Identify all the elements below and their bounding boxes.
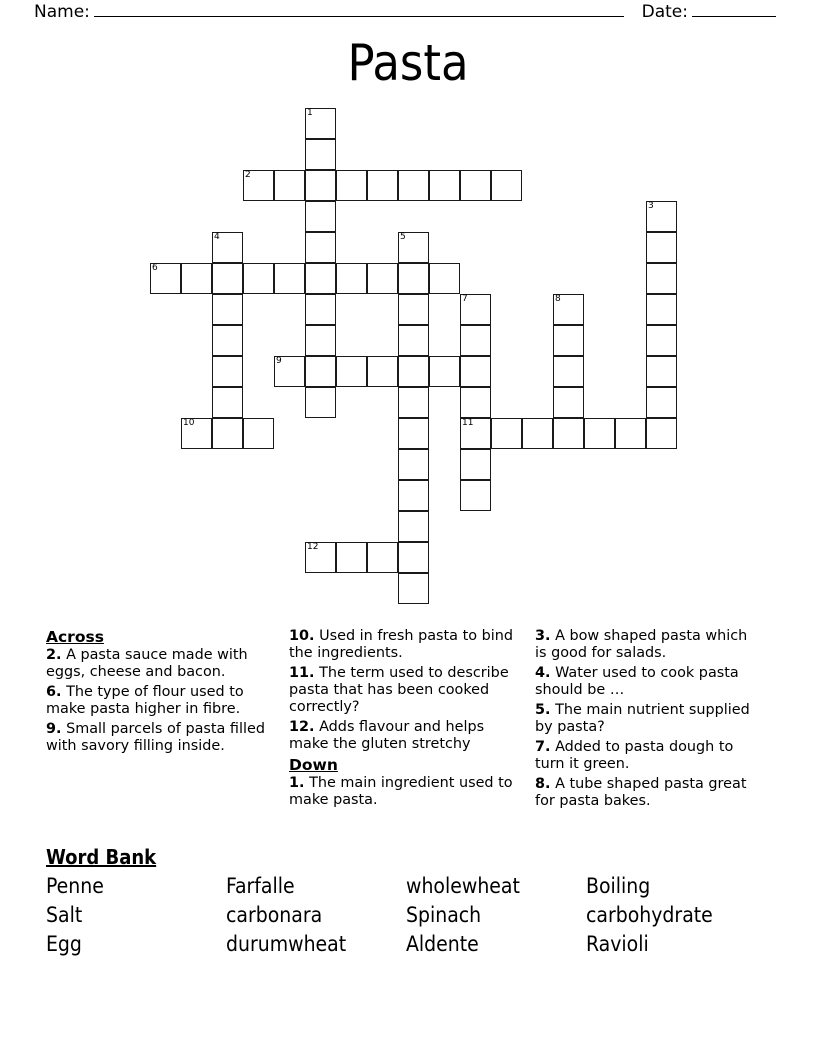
- clue-down-5: [535, 702, 762, 736]
- grid-cell[interactable]: [305, 139, 336, 170]
- word-bank-word: durumwheat: [226, 932, 347, 956]
- grid-cell-number: 10: [183, 418, 195, 428]
- grid-cell[interactable]: [367, 263, 398, 294]
- grid-cell[interactable]: [398, 263, 429, 294]
- grid-cell[interactable]: [274, 263, 305, 294]
- grid-cell[interactable]: [615, 418, 646, 449]
- grid-cell[interactable]: [460, 387, 491, 418]
- grid-cell[interactable]: [305, 232, 336, 263]
- clue-number: 3.: [535, 628, 551, 644]
- clue-across-11: [289, 665, 521, 716]
- clue-across-6: [46, 684, 275, 718]
- grid-cell[interactable]: [398, 232, 429, 263]
- grid-cell[interactable]: [646, 201, 677, 232]
- clues-column-3: [535, 628, 776, 813]
- grid-cell[interactable]: [212, 263, 243, 294]
- grid-cell[interactable]: [336, 542, 367, 573]
- grid-cell[interactable]: [553, 294, 584, 325]
- clue-text: Added to pasta dough to turn it green.: [535, 738, 734, 772]
- clue-number: 2.: [46, 647, 62, 664]
- page-title: Pasta: [347, 34, 469, 92]
- grid-cell[interactable]: [460, 418, 491, 449]
- word-bank-word: carbonara: [226, 903, 323, 927]
- grid-cell[interactable]: [646, 263, 677, 294]
- grid-cell[interactable]: [274, 356, 305, 387]
- grid-cell[interactable]: [305, 201, 336, 232]
- word-bank-word: Farfalle: [226, 874, 295, 898]
- grid-cell[interactable]: [429, 170, 460, 201]
- clue-text: The main nutrient supplied by pasta?: [535, 701, 750, 735]
- grid-cell[interactable]: [398, 542, 429, 573]
- grid-cell[interactable]: [212, 294, 243, 325]
- clue-text: Adds flavour and helps make the gluten stretchy: [289, 718, 485, 752]
- grid-cell[interactable]: [460, 449, 491, 480]
- grid-cell[interactable]: [305, 325, 336, 356]
- clue-down-8: [535, 776, 762, 810]
- grid-cell[interactable]: [212, 325, 243, 356]
- clue-text: Used in fresh pasta to bind the ingredients.: [289, 628, 513, 661]
- clues-column-2: [289, 628, 535, 813]
- grid-cell[interactable]: [398, 449, 429, 480]
- clue-number: 8.: [535, 775, 551, 792]
- grid-cell[interactable]: [398, 387, 429, 418]
- grid-cell[interactable]: [336, 356, 367, 387]
- word-bank-heading: Word Bank: [46, 845, 157, 869]
- grid-cell[interactable]: [305, 542, 336, 573]
- grid-cell[interactable]: [553, 356, 584, 387]
- clue-down-4: [535, 665, 762, 699]
- grid-cell[interactable]: [398, 356, 429, 387]
- grid-cell[interactable]: [646, 356, 677, 387]
- clue-text: Water used to cook pasta should be …: [535, 664, 739, 698]
- clue-across-10: [289, 628, 521, 662]
- clue-number: 10.: [289, 628, 315, 644]
- grid-cell[interactable]: [553, 325, 584, 356]
- word-bank-word: Aldente: [406, 932, 479, 956]
- word-bank-word: Penne: [46, 874, 104, 898]
- clue-text: A tube shaped pasta great for pasta bakes.: [535, 775, 747, 809]
- grid-cell-number: 6: [152, 263, 158, 273]
- word-bank-word: Ravioli: [586, 932, 649, 956]
- clue-number: 4.: [535, 664, 551, 681]
- grid-cell-number: 7: [462, 294, 468, 304]
- grid-cell-number: 3: [648, 201, 654, 211]
- clue-across-9: [46, 721, 275, 755]
- grid-cell[interactable]: [429, 356, 460, 387]
- grid-cell[interactable]: [305, 387, 336, 418]
- clue-text: The main ingredient used to make pasta.: [289, 775, 513, 809]
- grid-cell[interactable]: [243, 263, 274, 294]
- grid-cell[interactable]: [305, 263, 336, 294]
- grid-cell[interactable]: [460, 294, 491, 325]
- grid-cell[interactable]: [212, 387, 243, 418]
- word-bank-word: wholewheat: [406, 874, 520, 898]
- grid-cell[interactable]: [212, 356, 243, 387]
- grid-cell[interactable]: [367, 356, 398, 387]
- grid-cell[interactable]: [181, 263, 212, 294]
- clue-down-3: [535, 628, 762, 662]
- word-bank-row: [46, 872, 776, 901]
- grid-cell[interactable]: [646, 294, 677, 325]
- grid-cell[interactable]: [491, 418, 522, 449]
- grid-cell[interactable]: [584, 418, 615, 449]
- clue-text: A pasta sauce made with eggs, cheese and bacon.: [46, 647, 248, 681]
- grid-cell[interactable]: [398, 418, 429, 449]
- word-bank-row: [46, 901, 776, 930]
- clue-number: 7.: [535, 738, 551, 755]
- grid-cell[interactable]: [367, 542, 398, 573]
- word-bank-word: Salt: [46, 903, 83, 927]
- grid-cell[interactable]: [491, 170, 522, 201]
- grid-cell[interactable]: [398, 573, 429, 604]
- grid-cell-number: 5: [400, 232, 406, 242]
- grid-cell[interactable]: [336, 263, 367, 294]
- grid-cell[interactable]: [212, 418, 243, 449]
- grid-cell[interactable]: [646, 387, 677, 418]
- clue-across-2: [46, 647, 275, 681]
- grid-cell[interactable]: [460, 356, 491, 387]
- down-heading: Down: [289, 755, 338, 774]
- grid-cell[interactable]: [398, 294, 429, 325]
- grid-cell[interactable]: [398, 480, 429, 511]
- grid-cell-number: 8: [555, 294, 561, 304]
- clue-across-12: [289, 719, 521, 753]
- clue-number: 1.: [289, 775, 305, 792]
- clue-number: 12.: [289, 718, 315, 735]
- grid-cell[interactable]: [150, 263, 181, 294]
- word-bank-row: [46, 930, 776, 959]
- grid-cell[interactable]: [522, 418, 553, 449]
- word-bank-word: Egg: [46, 932, 82, 956]
- grid-cell[interactable]: [398, 325, 429, 356]
- clues-section: [46, 628, 776, 813]
- grid-cell-number: 1: [307, 108, 313, 118]
- grid-cell-number: 12: [307, 542, 319, 552]
- grid-cell[interactable]: [429, 263, 460, 294]
- clue-number: 6.: [46, 684, 62, 701]
- grid-cell[interactable]: [460, 480, 491, 511]
- name-label: Name:: [34, 2, 90, 22]
- grid-cell[interactable]: [646, 325, 677, 356]
- grid-cell[interactable]: [305, 108, 336, 139]
- grid-cell-number: 4: [214, 232, 220, 242]
- grid-cell[interactable]: [553, 387, 584, 418]
- clue-text: The term used to describe pasta that has been cooked correctly?: [289, 664, 509, 715]
- clues-column-1: [46, 628, 289, 813]
- across-heading: Across: [46, 628, 104, 646]
- grid-cell[interactable]: [243, 170, 274, 201]
- clue-number: 5.: [535, 701, 551, 718]
- grid-cell-number: 11: [462, 418, 474, 428]
- grid-cell[interactable]: [646, 232, 677, 263]
- clue-text: The type of flour used to make pasta higher in fibre.: [46, 684, 244, 718]
- word-bank: [46, 872, 776, 959]
- grid-cell[interactable]: [367, 170, 398, 201]
- grid-cell[interactable]: [336, 170, 367, 201]
- word-bank-word: Spinach: [406, 903, 482, 927]
- clue-down-7: [535, 739, 762, 773]
- grid-cell[interactable]: [305, 170, 336, 201]
- grid-cell[interactable]: [553, 418, 584, 449]
- grid-cell[interactable]: [243, 418, 274, 449]
- grid-cell-number: 9: [276, 356, 282, 366]
- grid-cell[interactable]: [398, 170, 429, 201]
- clue-number: 9.: [46, 721, 62, 738]
- grid-cell-number: 2: [245, 170, 251, 180]
- clue-text: A bow shaped pasta which is good for salads.: [535, 628, 748, 661]
- word-bank-word: carbohydrate: [586, 903, 713, 927]
- grid-cell[interactable]: [646, 418, 677, 449]
- grid-cell[interactable]: [305, 294, 336, 325]
- grid-cell[interactable]: [212, 232, 243, 263]
- clue-text: Small parcels of pasta filled with savory filling inside.: [46, 721, 265, 755]
- word-bank-word: Boiling: [586, 874, 651, 898]
- clue-number: 11.: [289, 664, 315, 681]
- grid-cell[interactable]: [460, 325, 491, 356]
- grid-cell[interactable]: [274, 170, 305, 201]
- clue-down-1: [289, 775, 521, 809]
- grid-cell[interactable]: [398, 511, 429, 542]
- date-label: Date:: [641, 2, 688, 22]
- grid-cell[interactable]: [305, 356, 336, 387]
- grid-cell[interactable]: [460, 170, 491, 201]
- grid-cell[interactable]: [181, 418, 212, 449]
